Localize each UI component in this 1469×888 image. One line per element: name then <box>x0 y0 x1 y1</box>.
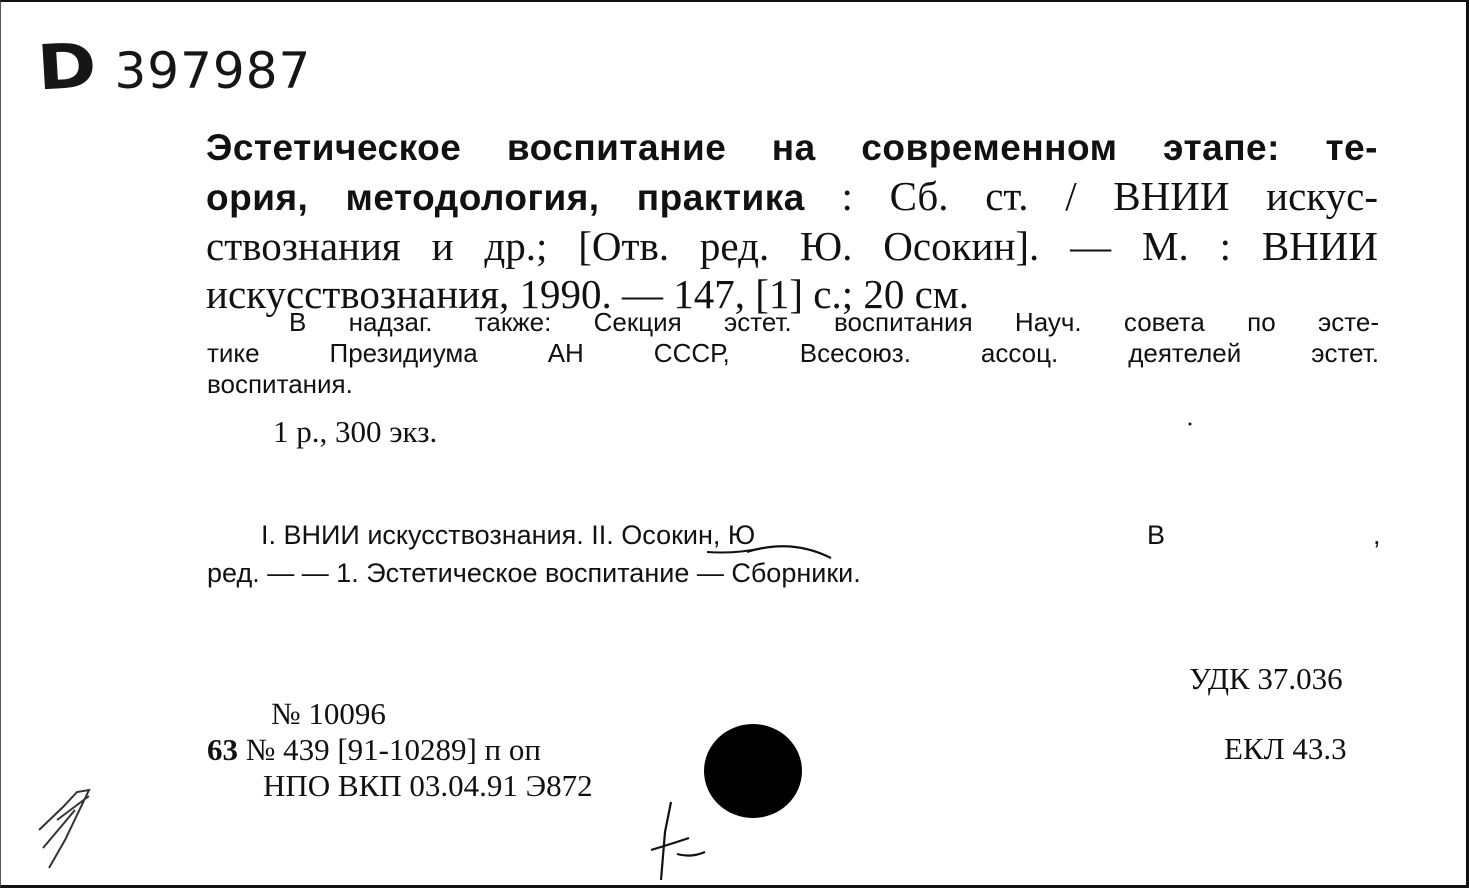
order-number: № 10096 <box>271 696 386 731</box>
print-text: № 439 [91-10289] п оп <box>245 732 541 767</box>
print-info <box>207 732 541 768</box>
punch-hole <box>704 724 802 818</box>
imprint-line: искусствознания, 1990. — 147, [1] с.; 20 см. <box>206 271 969 317</box>
tracings-letter: В <box>1147 520 1166 550</box>
tracings-text: I. ВНИИ искусствознания. II. Осокин, Ю <box>261 520 756 550</box>
title-bold: Эстетическое воспитание на современном этапе: те- <box>206 127 1378 168</box>
call-number-digits: 397987 <box>114 42 312 100</box>
publisher-line: НПО ВКП 03.04.91 Э872 <box>263 768 593 803</box>
udc-code: УДК 37.036 <box>1189 661 1343 696</box>
note-block <box>207 307 1379 400</box>
note-line: воспитания. <box>207 369 353 399</box>
imprint-line: ствознания и др.; [Отв. ред. Ю. Осокин]. — М. : ВНИИ <box>206 223 1378 269</box>
tracings-line-2: ред. — — 1. Эстетическое воспитание — Сборники. <box>207 558 861 588</box>
tracings-line-1 <box>261 520 755 551</box>
title-rest: : Сб. ст. / ВНИИ искус- <box>804 173 1378 219</box>
call-number <box>34 28 312 105</box>
title-block <box>206 122 1378 318</box>
ekl-code: ЕКЛ 43.3 <box>1224 731 1347 766</box>
title-line <box>206 122 1378 172</box>
call-letter: D <box>34 28 99 105</box>
tracings-comma: , <box>1373 520 1381 550</box>
note-line: тике Президиума АН СССР, Всесоюз. ассоц. деятелей эстет. <box>207 338 1379 368</box>
note-line: В надзаг. также: Секция эстет. воспитания Науч. совета по эсте- <box>289 307 1379 337</box>
price: 1 р., 300 экз. <box>273 414 438 449</box>
title-line <box>206 172 1378 222</box>
title-bold: ория, методология, практика <box>206 177 805 218</box>
print-prefix: 63 <box>207 732 238 767</box>
